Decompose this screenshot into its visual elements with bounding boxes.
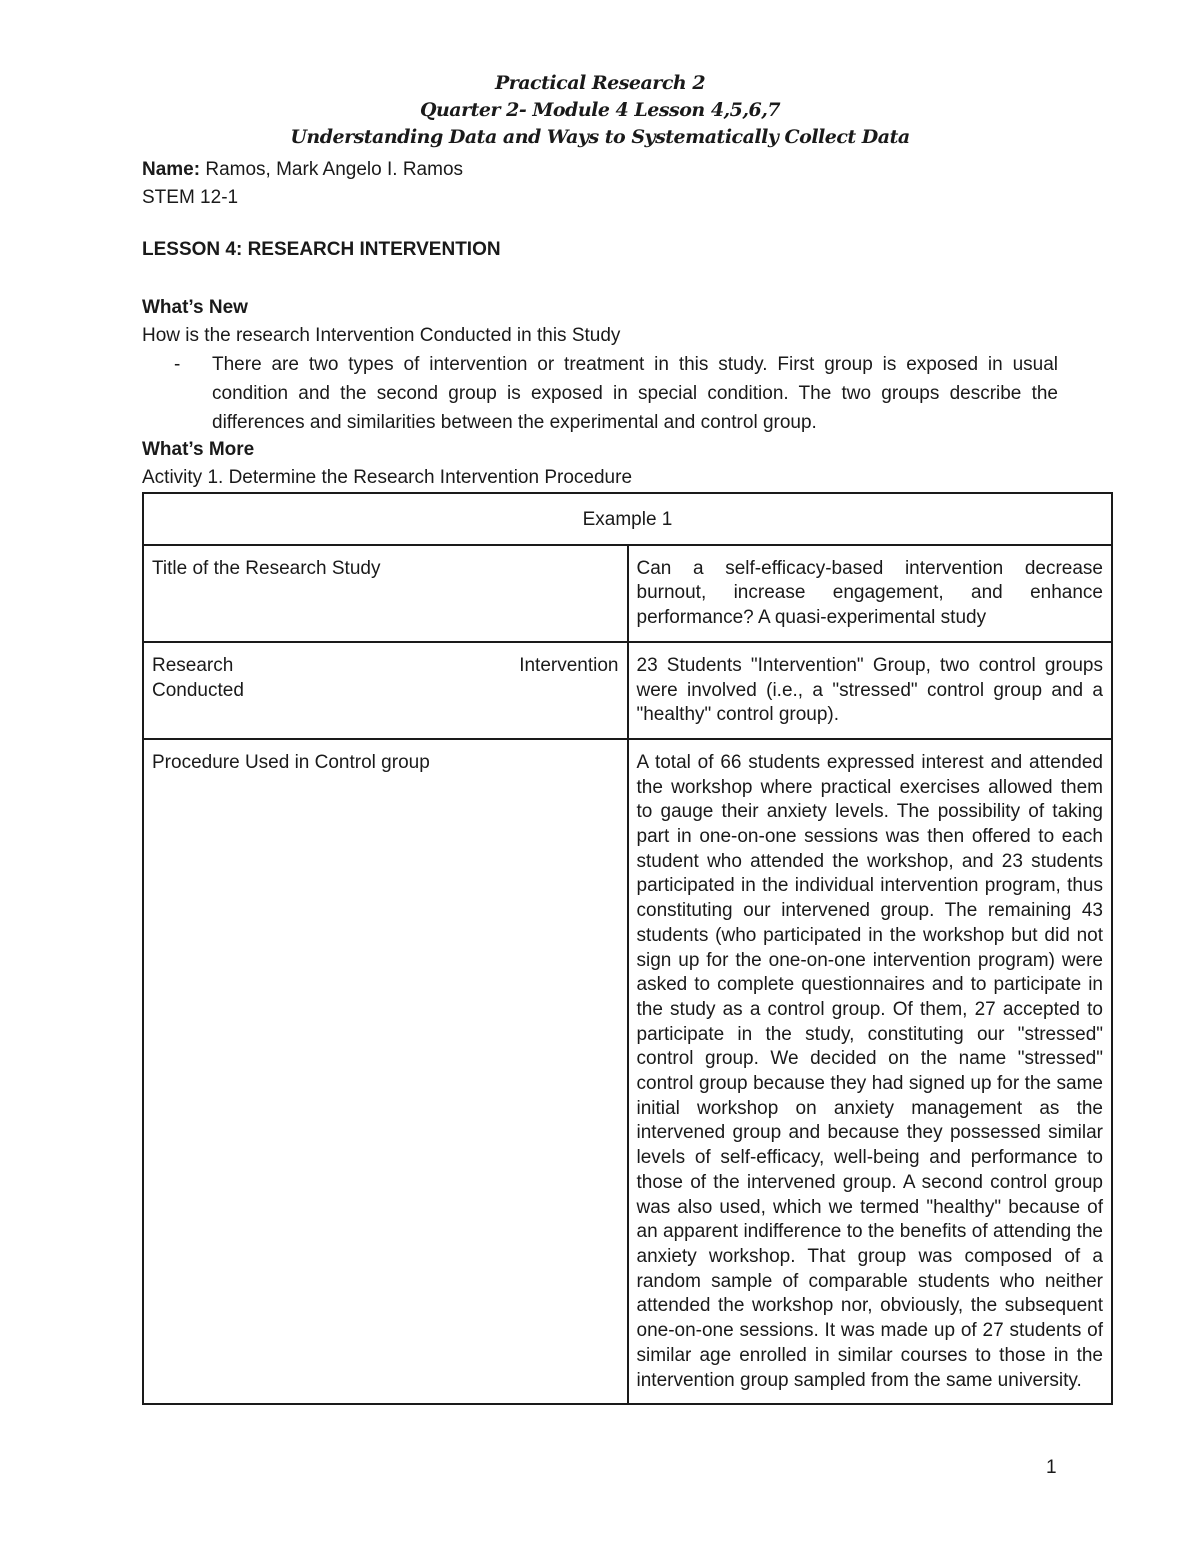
course-title: Practical Research 2 (494, 72, 706, 94)
row-label-title: Title of the Research Study (143, 545, 628, 642)
name-label: Name: (142, 159, 201, 180)
module-subtitle: Understanding Data and Ways to Systematically Collect Data (290, 126, 910, 148)
row-value-procedure: A total of 66 students expressed interest and attended the workshop where practical exercises allowed them to gauge their anxiety levels. The possibility of taking part in one-on-one sessions was then offered to each student who attended the workshop, and 23 students participated in the individual intervention program, thus constituting our intervened group. The remaining 43 students (who participated in the workshop but did not sign up for the one-on-one intervention program) were asked to complete questionnaires and to participate in the study as a control group. Of them, 27 accepted to participate in the study, constituting our "stressed" control group. We decided on the name "stressed" control group because they had signed up for the same initial workshop on anxiety management as the intervened group and because they possessed similar levels of self-efficacy, well-being and performance to those of the intervened group. A second control group was also used, which we termed "healthy" because of an apparent indifference to the benefits of attending the anxiety workshop. That group was composed of a random sample of comparable students who neither attended the workshop nor, obviously, the subsequent one-on-one sessions. It was made up of 27 students of similar age enrolled in similar courses to those in the intervention group sampled from the same university. (628, 739, 1113, 1404)
row-value-intervention: 23 Students "Intervention" Group, two control groups were involved (i.e., a "stressed" control group and a "healthy" control group). (628, 642, 1113, 739)
table-row (143, 739, 1112, 1404)
student-section: STEM 12-1 (142, 187, 239, 208)
row-label-intervention (143, 642, 628, 739)
module-title: Quarter 2- Module 4 Lesson 4,5,6,7 (419, 99, 781, 121)
bullet-dash: - (174, 354, 181, 375)
lesson-title: LESSON 4: RESEARCH INTERVENTION (142, 239, 501, 260)
student-name: Ramos, Mark Angelo I. Ramos (200, 159, 464, 180)
row-label-intervention-part2: Conducted (152, 679, 244, 701)
whats-new-heading: What’s New (142, 297, 248, 318)
answer-bullet (174, 350, 1058, 437)
intervention-question: How is the research Intervention Conducted in this Study (142, 325, 621, 346)
activity-title: Activity 1. Determine the Research Intervention Procedure (142, 467, 633, 488)
table-row (143, 545, 1112, 642)
whats-more-heading: What’s More (142, 439, 255, 460)
row-label-intervention-part1: Research Intervention (152, 654, 619, 676)
table-header: Example 1 (143, 493, 1112, 545)
row-value-title: Can a self-efficacy-based intervention decrease burnout, increase engagement, and enhance performance? A quasi-experimental study (628, 545, 1113, 642)
page-number: 1 (1046, 1457, 1057, 1478)
bullet-text: There are two types of intervention or treatment in this study. First group is exposed in usual condition and the second group is exposed in special condition. The two groups describe the differences and similarities between the experimental and control group. (212, 354, 1058, 433)
row-label-procedure: Procedure Used in Control group (143, 739, 628, 1404)
document-header (0, 70, 1200, 151)
table-row (143, 642, 1112, 739)
procedure-table (142, 492, 1113, 1405)
student-name-line (142, 156, 1062, 184)
table-header-row (143, 493, 1112, 545)
